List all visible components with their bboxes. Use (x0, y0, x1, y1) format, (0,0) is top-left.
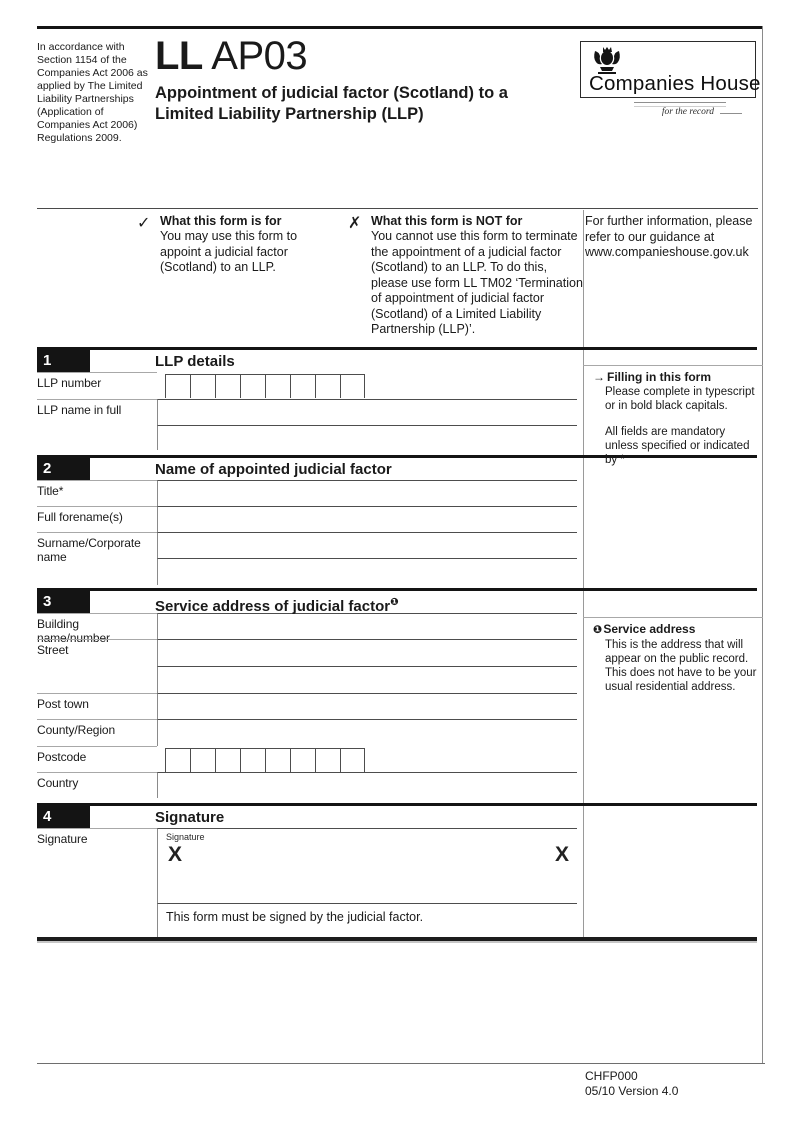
llp-number-char-box[interactable] (240, 374, 265, 398)
signature-x-mark-right: X (554, 843, 569, 866)
signature-box-label: Signature (166, 832, 205, 842)
for-body: You may use this form to appoint a judicial factor (Scotland) to an LLP. (160, 229, 298, 274)
postcode-char-box[interactable] (340, 748, 365, 772)
signature-box[interactable] (157, 828, 577, 903)
llp-name-input-line-2[interactable] (157, 425, 577, 450)
section-signature (37, 803, 757, 937)
footer (585, 1069, 678, 1099)
post-town-label: Post town (37, 693, 157, 719)
filling-in-title-text: Filling in this form (607, 370, 711, 384)
section-4-title: Signature (155, 809, 225, 826)
arrow-icon: → (593, 370, 605, 384)
country-row (37, 772, 757, 798)
building-label: Building name/number (37, 613, 157, 639)
llp-number-char-box[interactable] (215, 374, 240, 398)
notfor-body: You cannot use this form to terminate the appointment of a judicial factor (Scotland) to an LLP. To do this, please use form LL TM02 ‘Termination of appointment of judicial factor (Scotland) of a Limited Liability Partnership (LLP)’. (371, 229, 583, 336)
llp-number-char-box[interactable] (165, 374, 190, 398)
llp-name-label: LLP name in full (37, 399, 157, 425)
county-label: County/Region (37, 719, 157, 746)
llp-number-char-box[interactable] (190, 374, 215, 398)
llp-number-char-box[interactable] (265, 374, 290, 398)
llp-number-comb (157, 372, 365, 399)
section-1-title: LLP details (155, 353, 235, 370)
service-address-note-title (593, 622, 757, 637)
spacer-label (37, 425, 157, 450)
postcode-char-box[interactable] (215, 748, 240, 772)
llp-number-label: LLP number (37, 372, 157, 399)
surname-row-2 (37, 558, 757, 585)
signature-row (37, 828, 757, 903)
note-ref-1-icon: ❶ (593, 624, 603, 636)
forenames-input[interactable] (157, 506, 577, 532)
signature-note: This form must be signed by the judicial factor. (157, 903, 577, 937)
intro-divider-rule (37, 208, 758, 209)
section-3-title-text: Service address of judicial factor (155, 598, 391, 615)
section-1-number: 1 (37, 350, 90, 372)
companies-house-wordmark: Companies House (589, 72, 761, 95)
title-input[interactable] (157, 480, 577, 506)
street-input-line-2[interactable] (157, 666, 577, 693)
llp-name-input-line-1[interactable] (157, 399, 577, 425)
street-input-line-1[interactable] (157, 639, 577, 666)
surname-row-1 (37, 532, 757, 564)
service-address-note (583, 617, 763, 694)
postcode-comb (157, 746, 365, 772)
footer-version: 05/10 Version 4.0 (585, 1084, 679, 1098)
section-3-number: 3 (37, 591, 90, 613)
postcode-char-box[interactable] (290, 748, 315, 772)
section-4-header (37, 803, 757, 828)
check-icon: ✓ (137, 215, 151, 232)
postcode-row (37, 746, 757, 772)
spacer-label (37, 558, 157, 585)
postcode-char-box[interactable] (265, 748, 290, 772)
title-label: Title* (37, 480, 157, 506)
county-row (37, 719, 757, 746)
surname-label: Surname/Corporate name (37, 532, 157, 558)
country-input[interactable] (157, 772, 577, 798)
llp-number-char-box[interactable] (290, 374, 315, 398)
notfor-title: What this form is NOT for (371, 214, 523, 228)
cross-icon: ✗ (348, 215, 362, 232)
footer-rule (37, 1063, 765, 1064)
what-form-is-not-for (348, 214, 585, 338)
right-rule (762, 26, 763, 1063)
filling-in-body-1: Please complete in typescript or in bold black capitals. (605, 386, 755, 412)
guidance-text: For further information, please refer to our guidance at www.companieshouse.gov.uk (585, 214, 753, 259)
postcode-label: Postcode (37, 746, 157, 772)
logo-tagline: for the record (661, 107, 714, 117)
form-code-number: AP03 (202, 34, 308, 78)
legal-note: In accordance with Section 1154 of the Companies Act 2006 as applied by The Limited Liability Partnerships (Application of Companies Act 2006) Regulations 2009. (37, 41, 148, 144)
for-title: What this form is for (160, 214, 282, 228)
spacer-label (37, 666, 157, 693)
filling-in-note (583, 365, 763, 467)
section-2-title: Name of appointed judicial factor (155, 461, 392, 478)
postcode-char-box[interactable] (315, 748, 340, 772)
forenames-label: Full forename(s) (37, 506, 157, 532)
surname-input-line-1[interactable] (157, 532, 577, 558)
guidance-info (585, 214, 763, 261)
filling-in-title (593, 370, 757, 384)
section-2-number: 2 (37, 458, 90, 480)
note-ref-1: ❶ (390, 597, 399, 608)
surname-input-line-2[interactable] (157, 558, 577, 585)
top-rule (37, 26, 763, 29)
section-3-title (155, 591, 757, 618)
section-4-number: 4 (37, 806, 90, 828)
service-address-note-body: This is the address that will appear on the public record. This does not have to be your usual residential address. (605, 639, 757, 693)
form-end-rule (37, 937, 757, 943)
postcode-char-box[interactable] (240, 748, 265, 772)
street-label: Street (37, 639, 157, 666)
filling-in-body-2: All fields are mandatory unless specified or indicated by * (605, 426, 750, 466)
postcode-char-box[interactable] (190, 748, 215, 772)
post-town-input[interactable] (157, 693, 577, 719)
tagline-dash (720, 113, 742, 114)
llp-number-char-box[interactable] (340, 374, 365, 398)
companies-house-logo (580, 41, 761, 98)
spacer-label (37, 903, 157, 937)
signature-label: Signature (37, 828, 157, 903)
what-form-is-for (137, 214, 336, 276)
postcode-char-box[interactable] (165, 748, 190, 772)
section-judicial-factor-name (37, 455, 757, 585)
form-code (155, 34, 307, 79)
country-label: Country (37, 772, 157, 798)
form-title: Appointment of judicial factor (Scotland) to a Limited Liability Partnership (LLP) (155, 84, 508, 123)
signature-x-mark-left: X (168, 843, 183, 866)
service-address-note-title-text: Service address (603, 622, 696, 636)
post-town-row (37, 693, 757, 719)
title-row (37, 480, 757, 506)
section-3-header (37, 588, 757, 613)
county-input[interactable] (157, 719, 577, 746)
llp-number-char-box[interactable] (315, 374, 340, 398)
footer-code: CHFP000 (585, 1069, 638, 1083)
signature-note-row (37, 903, 757, 937)
forenames-row (37, 506, 757, 532)
form-code-prefix: LL (155, 34, 203, 78)
